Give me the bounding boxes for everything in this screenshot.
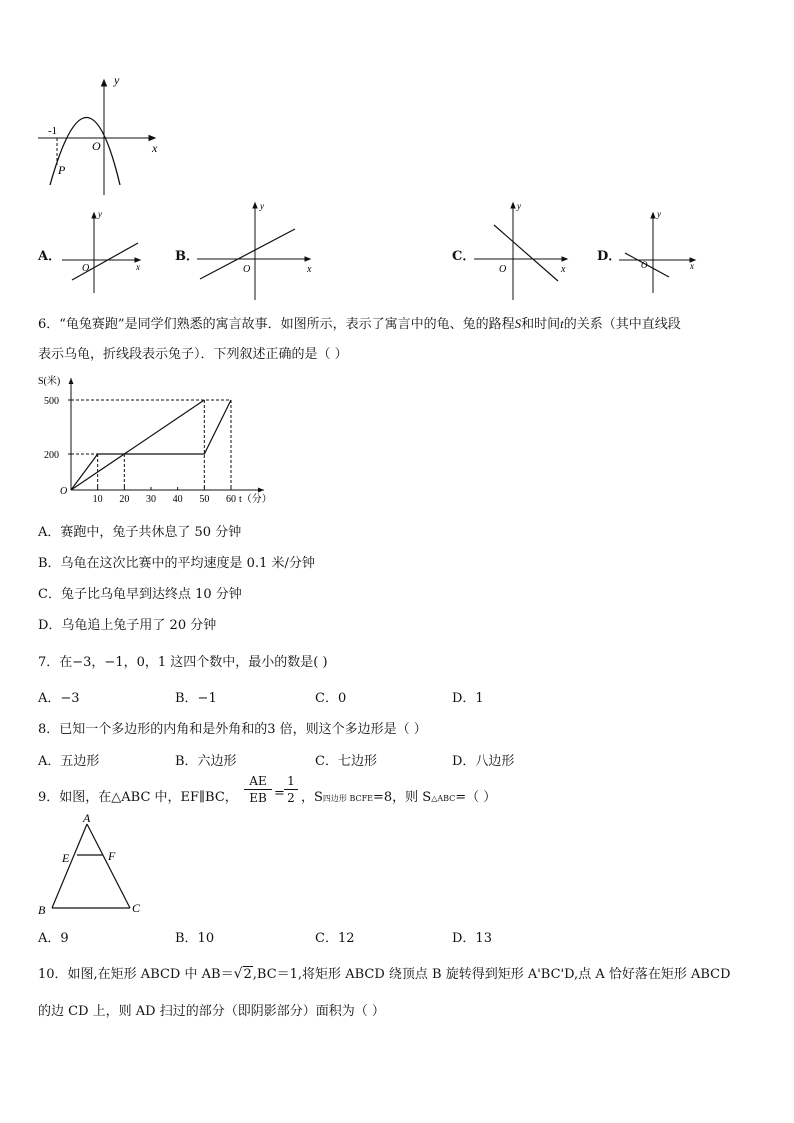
y-axis-arrow bbox=[69, 378, 74, 384]
svg-text:A: A bbox=[83, 812, 91, 825]
q6-stem-line2: 表示乌龟，折线段表示兔子）．下列叙述正确的是（ ） bbox=[38, 347, 348, 362]
option-a-graph bbox=[60, 205, 150, 295]
origin-label: O bbox=[92, 139, 101, 153]
q9-equals: = bbox=[274, 786, 285, 801]
option-a-letter: A． bbox=[38, 249, 62, 264]
svg-text:y: y bbox=[98, 209, 102, 219]
svg-text:B: B bbox=[38, 903, 46, 917]
x-axis-arrow bbox=[258, 488, 264, 493]
option-c-graph bbox=[472, 197, 577, 302]
q10-line2: 的边 CD 上，则 AD 扫过的部分（即阴影部分）面积为（ ） bbox=[38, 1004, 385, 1019]
q9-option-d: D．13 bbox=[452, 931, 492, 946]
option-b-letter: B． bbox=[175, 249, 199, 264]
q7-option-a: A．−3 bbox=[38, 691, 80, 706]
q7-stem: 7．在−3，−1，0，1 这四个数中，最小的数是( ) bbox=[38, 655, 328, 670]
q6-stem-line1: 6．“龟兔赛跑”是同学们熟悉的寓言故事．如图所示，表示了寓言中的龟、兔的路程S和时间t的关系（其中直线段 bbox=[38, 316, 681, 332]
point-p-label: P bbox=[58, 163, 66, 177]
triangle-figure bbox=[32, 812, 152, 920]
svg-text:O: O bbox=[499, 264, 507, 275]
origin-label: O bbox=[60, 486, 68, 497]
x-tick-label: 10 bbox=[92, 494, 103, 505]
option-a-line bbox=[72, 243, 138, 280]
svg-text:x: x bbox=[690, 261, 694, 271]
q9-stem-pre: 9．如图，在△ABC 中，EF∥BC， bbox=[38, 790, 238, 805]
q8-option-b: B．六边形 bbox=[175, 754, 237, 769]
parabola-figure bbox=[30, 70, 170, 200]
race-chart bbox=[36, 370, 276, 510]
svg-text:x: x bbox=[136, 262, 140, 272]
q9-option-c: C．12 bbox=[315, 931, 355, 946]
svg-text:O: O bbox=[641, 260, 648, 270]
x-label: x bbox=[152, 141, 158, 155]
x-axis-arrow bbox=[149, 136, 155, 141]
q8-stem: 8．已知一个多边形的内角和是外角和的3 倍，则这个多边形是（ ） bbox=[38, 722, 427, 737]
minus-one-label: -1 bbox=[48, 125, 58, 137]
sqrt-symbol: √ bbox=[233, 966, 243, 982]
rabbit-polyline bbox=[71, 400, 231, 490]
svg-text:C: C bbox=[132, 901, 141, 915]
option-b-graph bbox=[195, 197, 320, 302]
x-tick-label: 50 bbox=[199, 494, 210, 505]
q9-area-expression: ，S四边形 BCFE=8，则 S△ABC=（ ） bbox=[301, 790, 497, 805]
x-tick-label: 20 bbox=[119, 494, 130, 505]
y-tick-label: 200 bbox=[44, 450, 59, 461]
q9-fraction-half: $\frac{1}{2}$ bbox=[284, 773, 298, 806]
q6-option-b: B．乌龟在这次比赛中的平均速度是 0.1 米/分钟 bbox=[38, 556, 315, 571]
x-tick-label: 60 bbox=[226, 494, 236, 505]
q7-option-b: B．−1 bbox=[175, 691, 217, 706]
svg-text:y: y bbox=[517, 201, 521, 211]
sqrt-radicand: 2 bbox=[243, 967, 252, 982]
x-tick-label: 30 bbox=[146, 494, 156, 505]
y-tick-label: 500 bbox=[44, 396, 59, 407]
q8-option-a: A．五边形 bbox=[38, 754, 100, 769]
x-tick-label: 40 bbox=[172, 494, 183, 505]
q8-option-c: C．七边形 bbox=[315, 754, 377, 769]
q6-option-d: D．乌龟追上兔子用了 20 分钟 bbox=[38, 618, 217, 633]
q6-option-c: C．兔子比乌龟早到达终点 10 分钟 bbox=[38, 587, 242, 602]
y-label: y bbox=[114, 73, 120, 87]
option-c-letter: C． bbox=[452, 249, 476, 264]
q7-option-c: C．0 bbox=[315, 691, 347, 706]
option-d-graph bbox=[617, 205, 702, 295]
svg-text:y: y bbox=[260, 201, 264, 211]
q9-fraction-ae-eb: $\frac{AE}{EB}$ bbox=[244, 773, 272, 806]
q9-option-a: A．9 bbox=[38, 931, 69, 946]
q8-option-d: D．八边形 bbox=[452, 754, 515, 769]
q6-option-a: A．赛跑中，兔子共休息了 50 分钟 bbox=[38, 525, 242, 540]
svg-text:O: O bbox=[243, 264, 251, 275]
svg-text:x: x bbox=[561, 264, 566, 275]
tortoise-line bbox=[71, 400, 204, 490]
svg-text:O: O bbox=[82, 263, 90, 274]
y-axis-arrow bbox=[102, 80, 107, 86]
svg-text:x: x bbox=[307, 264, 312, 275]
y-axis-label: S(米) bbox=[38, 376, 61, 387]
x-axis-label: t（分） bbox=[239, 494, 272, 505]
svg-text:E: E bbox=[62, 851, 70, 865]
option-d-letter: D． bbox=[597, 249, 622, 264]
svg-text:F: F bbox=[108, 849, 116, 863]
q9-option-b: B．10 bbox=[175, 931, 215, 946]
svg-text:y: y bbox=[657, 209, 661, 219]
q7-option-d: D．1 bbox=[452, 691, 484, 706]
q10-line1: 10．如图,在矩形 ABCD 中 AB＝√2,BC＝1,将矩形 ABCD 绕顶点 B 旋转得到矩形 A'BC'D,点 A 恰好落在矩形 ABCD bbox=[38, 966, 731, 982]
